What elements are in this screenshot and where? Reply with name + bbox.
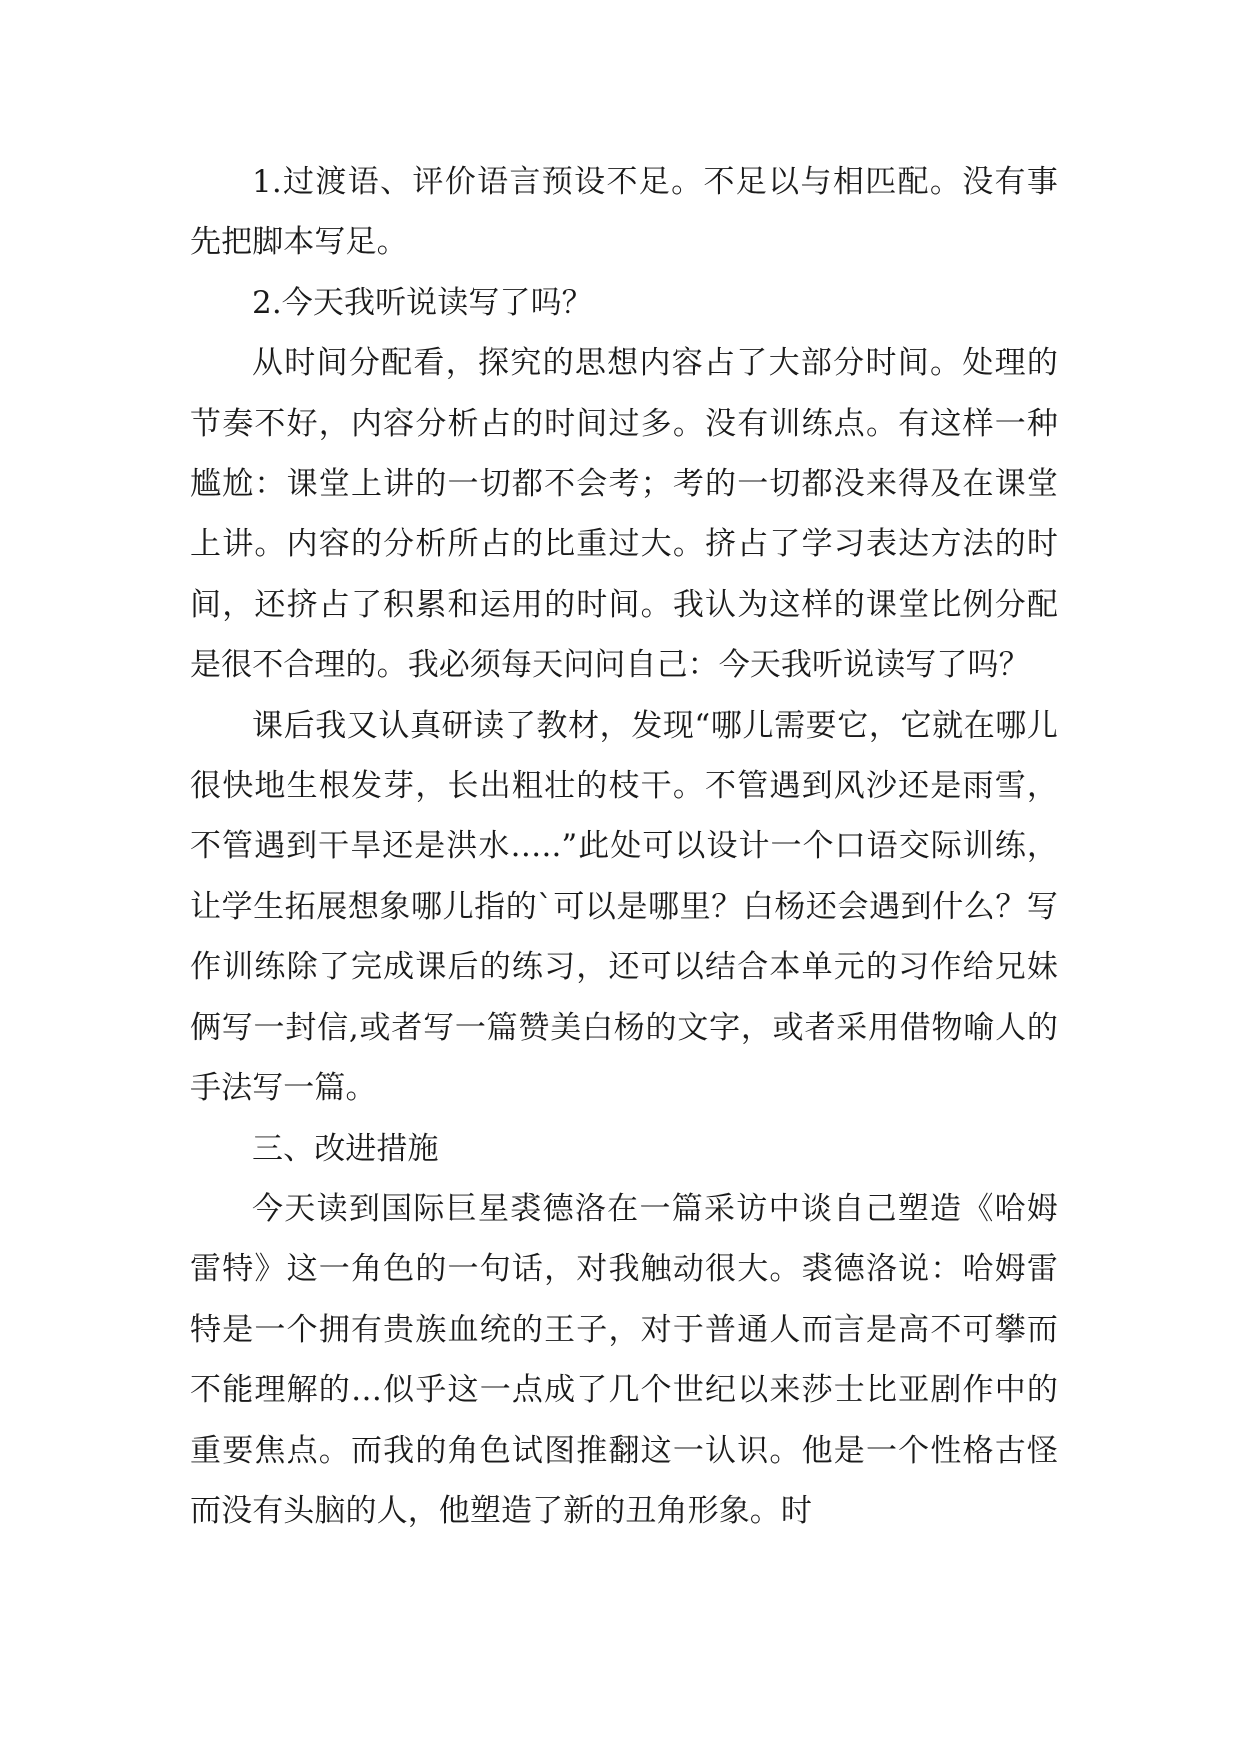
paragraph-issue-2-heading: 2.今天我听说读写了吗？ (252, 284, 593, 321)
paragraph-time-allocation: 从时间分配看，探究的思想内容占了大部分时间。处理的节奏不好，内容分析占的时间过多。没有训练点。有这样一种尴尬：课堂上讲的一切都不会考；考的一切都没来得及在课堂上讲。内容的分析所占的比重过大。挤占了学习表达方法的时间，还挤占了积累和运用的时间。我认为这样的课堂比例分配是很不合理的。我必须每天问问自己：今天我听说读写了吗？ (190, 345, 1058, 684)
paragraph-hamlet: 今天读到国际巨星裘德洛在一篇采访中谈自己塑造《哈姆雷特》这一角色的一句话，对我触动很大。裘德洛说：哈姆雷特是一个拥有贵族血统的王子，对于普通人而言是高不可攀而不能理解的…似乎这一点成了几个世纪以来莎士比亚剧作中的重要焦点。而我的角色试图推翻这一认识。他是一个性格古怪而没有头脑的人，他塑造了新的丑角形象。时 (190, 1190, 1058, 1529)
paragraph-after-class: 课后我又认真研读了教材，发现“哪儿需要它，它就在哪儿很快地生根发芽，长出粗壮的枝干。不管遇到风沙还是雨雪，不管遇到干旱还是洪水…..”此处可以设计一个口语交际训练，让学生拓展想象哪儿指的`可以是哪里？白杨还会遇到什么？写作训练除了完成课后的练习，还可以结合本单元的习作给兄妹俩写一封信,或者写一篇赞美白杨的文字，或者采用借物喻人的手法写一篇。 (190, 707, 1058, 1107)
paragraph-issue-1: 1.过渡语、评价语言预设不足。不足以与相匹配。没有事先把脚本写足。 (190, 164, 1058, 261)
section-heading-improvements: 三、改进措施 (252, 1130, 439, 1167)
document-body (190, 152, 1058, 1541)
